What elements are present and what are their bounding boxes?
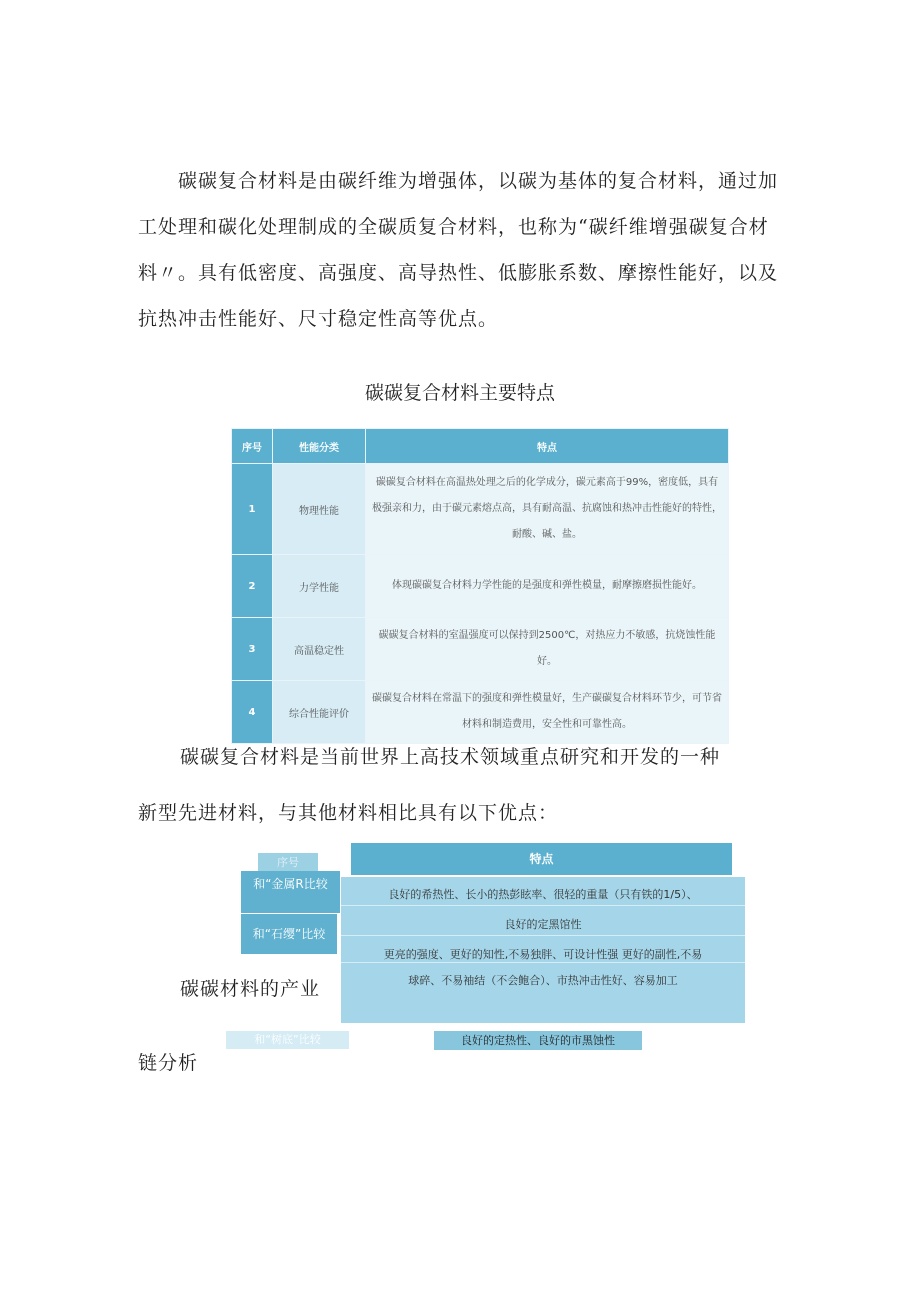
row-category: 高温稳定性 xyxy=(273,618,366,681)
table-row xyxy=(232,464,729,555)
intro-line-1: 碳碳复合材料是由碳纤维为增强体，以碳为基体的复合材料，通过加 xyxy=(178,170,779,192)
intro-line-2: 工处理和碳化处理制成的全碳质复合材料，也称为“碳纤维增强碳复合材 xyxy=(138,216,769,238)
row-divider xyxy=(341,905,745,906)
row-feature: 碳碳复合材料在高温热处理之后的化学成分，碳元素高于99%，密度低，具有极强亲和力，由于碳元素熔点高，具有耐高温、抗腐蚀和热冲击性能好的特性，耐酸、碱、盐。 xyxy=(366,464,729,555)
intro-line-4: 抗热冲击性能好、尺寸稳定性高等优点。 xyxy=(138,308,499,330)
table-row xyxy=(232,681,729,744)
row-index: 1 xyxy=(232,464,273,555)
comparison-cell: 良好的定黑馆性 xyxy=(504,918,582,931)
section-heading-part2: 链分析 xyxy=(138,1052,199,1074)
comparison-header-index: 序号 xyxy=(258,853,318,873)
header-index: 序号 xyxy=(232,429,273,464)
header-feature: 特点 xyxy=(366,429,729,464)
comparison-cell: 良好的希热性、长小的热彭眩率、很轻的重量（只有铁的1/5）、 xyxy=(388,888,698,901)
row-feature: 碳碳复合材料的室温强度可以保持到2500℃，对热应力不敏感，抗烧蚀性能好。 xyxy=(366,618,729,681)
row-divider xyxy=(341,935,745,936)
comparison-row-resin: 和“树底”比较 xyxy=(226,1031,349,1049)
row-index: 4 xyxy=(232,681,273,744)
comparison-cell: 良好的定热性、良好的市黑蚀性 xyxy=(434,1031,642,1050)
comparison-row-metal: 和“金属R比较 xyxy=(241,871,340,913)
header-category: 性能分类 xyxy=(273,429,366,464)
table-row xyxy=(232,618,729,681)
row-category: 力学性能 xyxy=(273,555,366,618)
section-heading-part1: 碳碳材料的产业 xyxy=(180,974,320,1001)
table-row xyxy=(232,555,729,618)
advantages-line-1: 碳碳复合材料是当前世界上高技术领域重点研究和开发的一种 xyxy=(180,746,721,768)
row-feature: 碳碳复合材料在常温下的强度和弹性模量好，生产碳碳复合材料环节少，可节省材料和制造费用，安全性和可靠性高。 xyxy=(366,681,729,744)
row-feature: 体现碳碳复合材料力学性能的是强度和弹性模量，耐摩擦磨损性能好。 xyxy=(366,555,729,618)
table-header-row xyxy=(232,429,729,464)
comparison-header-feature: 特点 xyxy=(351,843,732,875)
row-index: 3 xyxy=(232,618,273,681)
comparison-row-graphite: 和“石缨”比较 xyxy=(241,914,337,954)
advantages-line-2: 新型先进材料，与其他材料相比具有以下优点： xyxy=(138,802,559,824)
features-table xyxy=(231,428,729,744)
comparison-cell: 球碎、不易袖结（不会鲍合）、市热冲击性好、容易加工 xyxy=(408,974,678,987)
table-caption: 碳碳复合材料主要特点 xyxy=(364,382,555,404)
comparison-cell: 更亮的强度、更好的知性,不易独胖、可设计性强 更好的副性,不易 xyxy=(383,948,703,961)
row-category: 物理性能 xyxy=(273,464,366,555)
row-index: 2 xyxy=(232,555,273,618)
row-category: 综合性能评价 xyxy=(273,681,366,744)
row-divider xyxy=(341,962,745,963)
intro-paragraph xyxy=(138,158,786,342)
intro-line-3: 料〃。具有低密度、高强度、高导热性、低膨胀系数、摩擦性能好，以及 xyxy=(138,262,779,284)
